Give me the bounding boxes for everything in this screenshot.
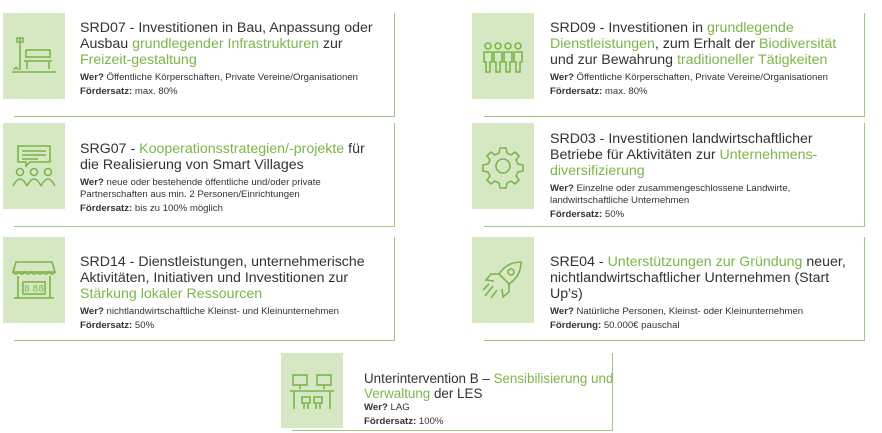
rate-line: Förderung: 50.000€ pauschal — [550, 320, 680, 331]
card-title: SRD14 - Dienstleistungen, unternehmerische Aktivitäten, Initiativen und Investitionen zur Stärkung lokaler Ressourcen — [80, 254, 365, 302]
rocket-icon — [472, 237, 534, 323]
title-text: und zur Bewahrung — [550, 52, 677, 68]
card-title — [364, 371, 614, 401]
who-line: Wer? neue oder bestehende öffentliche und/oder private Partnerschaften aus min. 2 Personen/Einrichtungen — [80, 177, 321, 200]
who-line: Wer? nichtlandwirtschaftliche Kleinst- und Kleinunternehmen — [80, 306, 339, 317]
title-text: der LES — [430, 386, 483, 401]
shop-icon — [3, 237, 65, 323]
card-title: SRE04 - Unterstützungen zur Gründung neuer, nichtlandwirtschaftlicher Unternehmen (Start Up's) — [550, 254, 846, 302]
who-line: Wer? Öffentliche Körperschaften, Private Vereine/Organisationen — [550, 72, 829, 83]
who-line: Wer? Einzelne oder zusammengeschlossene Landwirte, landwirtschaftliche Unternehmen — [550, 183, 791, 206]
title-text: Investitionen landwirtschaftlicher Betriebe für Aktivitäten zur — [550, 131, 813, 163]
title-text: neuer, nichtlandwirtschaftlicher Unternehmen (Start Up's) — [550, 254, 846, 302]
card-title: SRD07 - Investitionen in Bau, Anpassung oder Ausbau grundlegender Infrastrukturen zur Freizeit-gestaltung — [80, 20, 373, 68]
title-highlight: Kooperationsstrategien/-projekte — [139, 141, 345, 157]
svg-text:8 88: 8 88 — [23, 284, 45, 295]
title-highlight: Unterstützungen zur Gründung — [607, 254, 803, 270]
card-title: SRD09 - Investitionen in grundlegende Dienstleistungen, zum Erhalt der Biodiversität und zur Bewahrung traditioneller Tätigkeiten — [550, 20, 837, 68]
title-highlight: Stärkung lokaler Ressourcen — [80, 286, 263, 302]
title-highlight: Biodiversität — [759, 36, 837, 52]
title-text: Investitionen in Bau, Anpassung oder Ausbau — [80, 20, 373, 52]
title-highlight: traditioneller Tätigkeiten — [676, 52, 828, 68]
title-text: für die Realisierung von Smart Villages — [80, 141, 365, 173]
who-line: Wer? Öffentliche Körperschaften, Private Vereine/Organisationen — [80, 72, 359, 83]
title-text: Dienstleistungen, unternehmerische Aktivitäten, Initiativen und Investitionen zur — [80, 254, 365, 286]
people-group-icon — [472, 13, 534, 99]
card-title: SRD03 - Investitionen landwirtschaftlicher Betriebe für Aktivitäten zur Unternehmens-diversifizierung — [550, 131, 818, 179]
title-text: Investitionen in — [608, 20, 707, 36]
who-line: Wer? Natürliche Personen, Kleinst- oder Kleinunternehmen — [550, 306, 804, 317]
who-line: Wer? LAG — [364, 402, 410, 413]
title-text: , zum Erhalt der — [654, 36, 759, 52]
title-text: Unterintervention B – — [364, 371, 494, 386]
title-highlight: Freizeit-gestaltung — [80, 52, 197, 68]
title-highlight: grundlegende Dienstleistungen — [550, 20, 794, 52]
rate-line: Fördersatz: 100% — [364, 416, 444, 427]
meeting-icon — [3, 123, 65, 209]
rate-line: Fördersatz: bis zu 100% möglich — [80, 203, 223, 214]
title-text: zur — [318, 36, 343, 52]
workstation-icon — [281, 353, 343, 428]
rate-line: Fördersatz: 50% — [550, 209, 625, 220]
gear-icon — [472, 123, 534, 209]
rate-line: Fördersatz: 50% — [80, 320, 155, 331]
card-title: SRG07 - Kooperationsstrategien/-projekte für die Realisierung von Smart Villages — [80, 141, 365, 173]
rate-line: Fördersatz: max. 80% — [80, 86, 178, 97]
title-highlight: Sensibilisierung und Verwaltung — [364, 371, 614, 401]
title-highlight: grundlegender Infrastrukturen — [132, 36, 319, 52]
rate-line: Fördersatz: max. 80% — [550, 86, 648, 97]
park-bench-icon — [3, 13, 65, 99]
title-highlight: Unternehmens-diversifizierung — [550, 147, 818, 179]
